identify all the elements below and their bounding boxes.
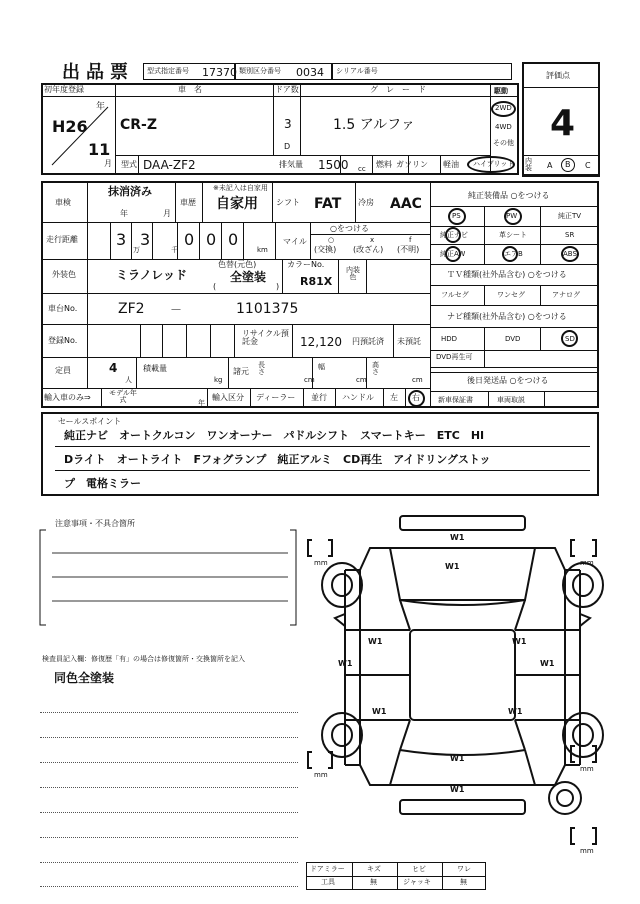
inspection-value: 抹消済み	[108, 185, 152, 198]
sales-label: セールスポイント	[58, 417, 122, 426]
damage-mark-hood: W1	[450, 533, 465, 542]
equip-aw: 純正AW	[440, 250, 466, 258]
drive-2wd: 2WD	[495, 104, 512, 112]
damage-mark-left-rear: W1	[372, 707, 387, 716]
damage-mark-right-mid: W1	[540, 659, 555, 668]
equipment-title: 純正装備品 ○をつける	[468, 191, 550, 200]
mileage-digit-1: 3	[116, 230, 127, 249]
damage-mark-right-front: W1	[512, 637, 527, 646]
first-reg-month: 11	[88, 140, 111, 159]
shift-value: FAT	[314, 196, 342, 212]
grade-value: 1.5 アルファ	[333, 117, 415, 133]
sales-line-2: Dライト オートライト Fフォグランプ 純正アルミ CD再生 アイドリングストッ	[64, 453, 491, 466]
interior-grade: 内装 A B C	[522, 155, 600, 175]
damage-mark-right-rear: W1	[508, 707, 523, 716]
ruibetsu-value: 0034	[296, 66, 324, 79]
history-value: 自家用	[216, 196, 258, 212]
capacity-value: 4	[109, 361, 118, 375]
ruibetsu-label: 類別区分番号	[239, 67, 281, 75]
handle-right: 右	[412, 393, 420, 402]
nav-sd: SD	[565, 335, 575, 343]
equip-leather: 革シート	[499, 231, 527, 239]
interior-b: B	[565, 160, 571, 169]
score-label: 評価点	[546, 71, 570, 80]
damage-mark-rear-bumper: W1	[450, 785, 465, 794]
damage-mark-left-mid: W1	[338, 659, 353, 668]
damage-mark-trunk: W1	[450, 754, 465, 763]
mileage-digit-3: 0	[184, 230, 195, 249]
mileage-digit-2: 3	[140, 230, 151, 249]
equip-abs: ABS	[563, 250, 577, 258]
displacement-value: 1500	[318, 158, 349, 172]
first-reg-year: H26	[52, 117, 88, 136]
equip-navi: 純正ナビ	[440, 231, 468, 239]
model-value: DAA-ZF2	[143, 158, 196, 172]
mileage-digit-4: 0	[206, 230, 217, 249]
score-value: 4	[550, 103, 576, 144]
inspector-label: 検査員記入欄：修復歴「有」の場合は修復箇所・交換箇所を記入	[42, 655, 245, 663]
mileage-digit-5: 0	[228, 230, 239, 249]
nav-title: ナビ種類(社外品含む) ○をつける	[447, 312, 567, 321]
sheet-title: 出品票	[62, 62, 134, 83]
legend-table: ドアミラー キズ ヒビ ワレ 工具 無 ジャッキ 無	[306, 862, 486, 890]
equip-pw: PW	[506, 212, 518, 220]
colorno-value: R81X	[300, 275, 333, 288]
car-name-label: 車 名	[178, 85, 202, 94]
sales-line-3: プ 電格ミラー	[64, 477, 141, 490]
repaint-value: 全塗装	[230, 270, 267, 284]
grade-label: グ レ ー ド	[370, 85, 426, 94]
color-value: ミラノレッド	[116, 268, 188, 282]
inspector-value: 同色全塗装	[54, 671, 115, 685]
recycle-value: 12,120	[300, 335, 342, 349]
fuel-hybrid: ハイブリッド	[473, 160, 515, 168]
equip-tv: 純正TV	[558, 212, 582, 220]
car-name: CR-Z	[120, 117, 158, 133]
ruibetsu-box	[235, 63, 332, 80]
chassis-number: 1101375	[236, 301, 299, 317]
damage-mark-left-front: W1	[368, 637, 383, 646]
car-damage-diagram: W1 W1 W1 W1 W1 W1 W1 W1 W1 W1 mm mm mm mm mm	[300, 510, 630, 860]
damage-mark-front: W1	[445, 562, 460, 571]
chassis-prefix: ZF2	[118, 301, 145, 317]
katashiki-value: 17370	[202, 66, 237, 79]
katashiki-label: 型式指定番号	[147, 67, 189, 75]
cooler-value: AAC	[390, 196, 422, 212]
caution-label: 注意事項・不具合箇所	[55, 519, 135, 528]
equip-ps: PS	[452, 212, 461, 220]
katashiki-box	[143, 63, 235, 80]
sales-line-1: 純正ナビ オートクルコン ワンオーナー パドルシフト スマートキー ETC HI	[64, 429, 485, 442]
doors-value: 3	[284, 117, 292, 131]
equip-airbag: エアB	[504, 250, 523, 258]
serial-label: シリアル番号	[336, 67, 378, 75]
serial-box	[332, 63, 512, 80]
tv-title: ＴＶ種類(社外品含む) ○をつける	[447, 270, 567, 279]
first-reg-label: 初年度登録	[44, 85, 84, 94]
equip-sr: SR	[565, 231, 575, 239]
later-title: 後日発送品 ○をつける	[467, 376, 549, 385]
